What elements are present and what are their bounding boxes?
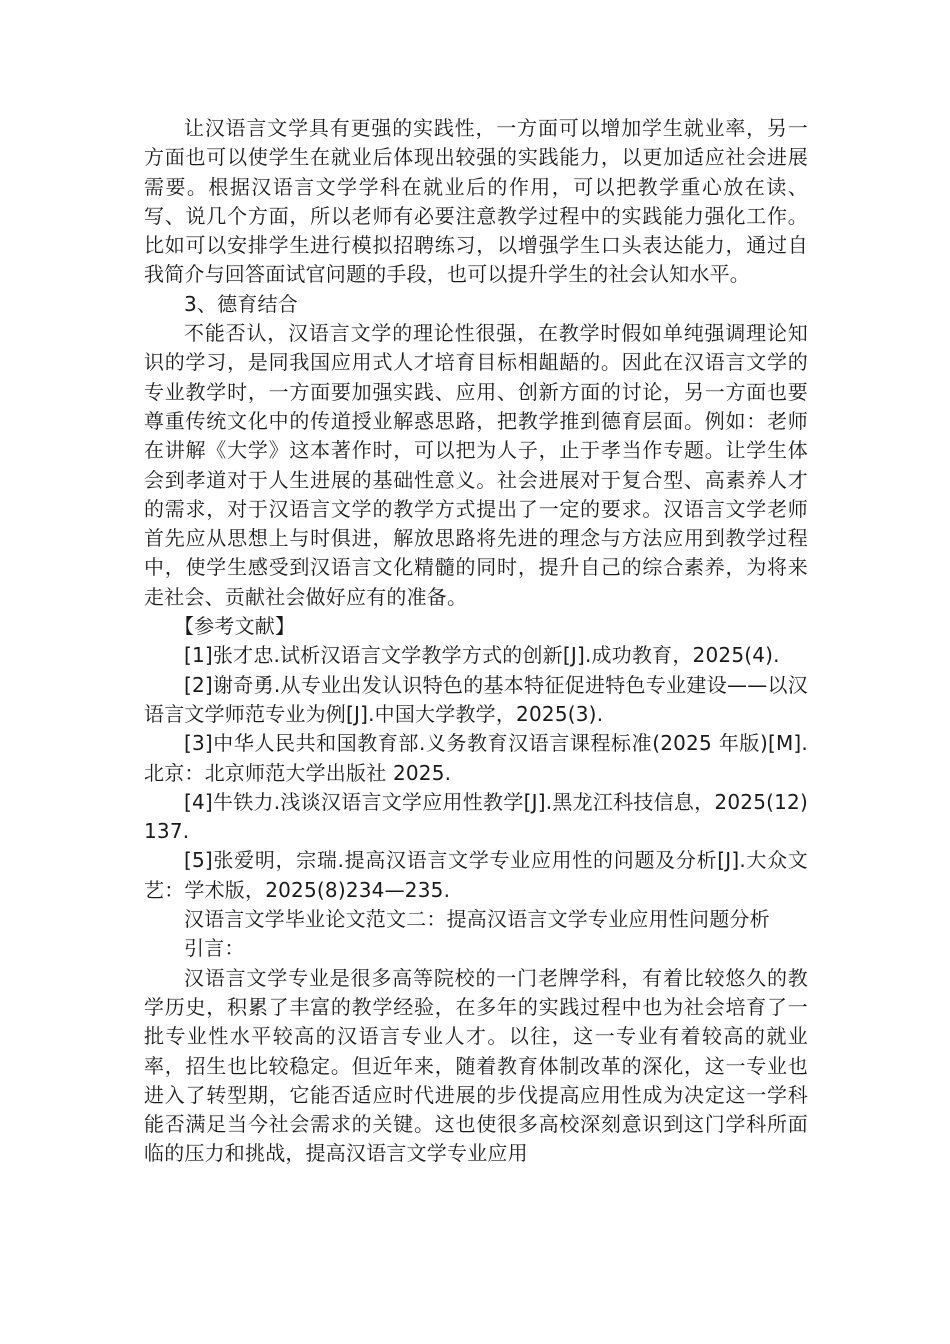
paragraph-introduction: 汉语言文学专业是很多高等院校的一门老牌学科，有着比较悠久的教学历史，积累了丰富的教学经验，在多年的实践过程中也为社会培育了一批专业性水平较高的汉语言专业人才。以往，这一专业有着较高的就业率，招生也比较稳定。但近年来，随着教育体制改革的深化，这一专业也进入了转型期，它能否适应时代进展的步伐提高应用性成为决定这一学科能否满足当今社会需求的关键。这也使很多高校深刻意识到这门学科所面临的压力和挑战，提高汉语言文学专业应用 bbox=[144, 965, 808, 1166]
references-heading: 【参考文献】 bbox=[174, 614, 296, 639]
reference-item-4: [4]牛铁力.浅谈汉语言文学应用性教学[J].黑龙江科技信息，2025(12)137. bbox=[144, 789, 808, 844]
reference-item-5: [5]张爱明，宗瑞.提高汉语言文学专业应用性的问题及分析[J].大众文艺：学术版，2025(8)234—235. bbox=[144, 848, 808, 902]
section-heading-moral-education: 3、德育结合 bbox=[184, 291, 298, 316]
paragraph-moral-education: 不能否认，汉语言文学的理论性很强，在教学时假如单纯强调理论知识的学习，是同我国应用式人才培育目标相龃龉的。因此在汉语言文学的专业教学时，一方面要加强实践、应用、创新方面的讨论，另一方面也要尊重传统文化中的传道授业解惑思路，把教学推到德育层面。例如：老师在讲解《大学》这本著作时，可以把为人子，止于孝当作专题。让学生体会到孝道对于人生进展的基础性意义。社会进展对于复合型、高素养人才的需求，对于汉语言文学的教学方式提出了一定的要求。汉语言文学老师首先应从思想上与时俱进，解放思路将先进的理念与方法应用到教学过程中，使学生感受到汉语言文化精髓的同时，提升自己的综合素养，为将来走社会、贡献社会做好应有的准备。 bbox=[144, 321, 808, 609]
document-page bbox=[144, 114, 808, 1169]
paragraph-practice: 让汉语言文学具有更强的实践性，一方面可以增加学生就业率，另一方面也可以使学生在就业后体现出较强的实践能力，以更加适应社会进展需要。根据汉语言文学学科在就业后的作用，可以把教学重心放在读、写、说几个方面，所以老师有必要注意教学过程中的实践能力强化工作。比如可以安排学生进行模拟招聘练习，以增强学生口头表达能力，通过自我简介与回答面试官问题的手段，也可以提升学生的社会认知水平。 bbox=[144, 116, 808, 287]
second-essay-title: 汉语言文学毕业论文范文二：提高汉语言文学专业应用性问题分析 bbox=[184, 907, 770, 932]
reference-item-1: [1]张才忠.试析汉语言文学教学方式的创新[J].成功教育，2025(4). bbox=[184, 643, 780, 668]
reference-item-3: [3]中华人民共和国教育部.义务教育汉语言课程标准(2025 年版)[M].北京：北京师范大学出版社 2025. bbox=[144, 731, 808, 785]
intro-label: 引言： bbox=[184, 936, 245, 961]
reference-item-2: [2]谢奇勇.从专业出发认识特色的基本特征促进特色专业建设——以汉语言文学师范专业为例[J].中国大学教学，2025(3). bbox=[144, 672, 808, 726]
